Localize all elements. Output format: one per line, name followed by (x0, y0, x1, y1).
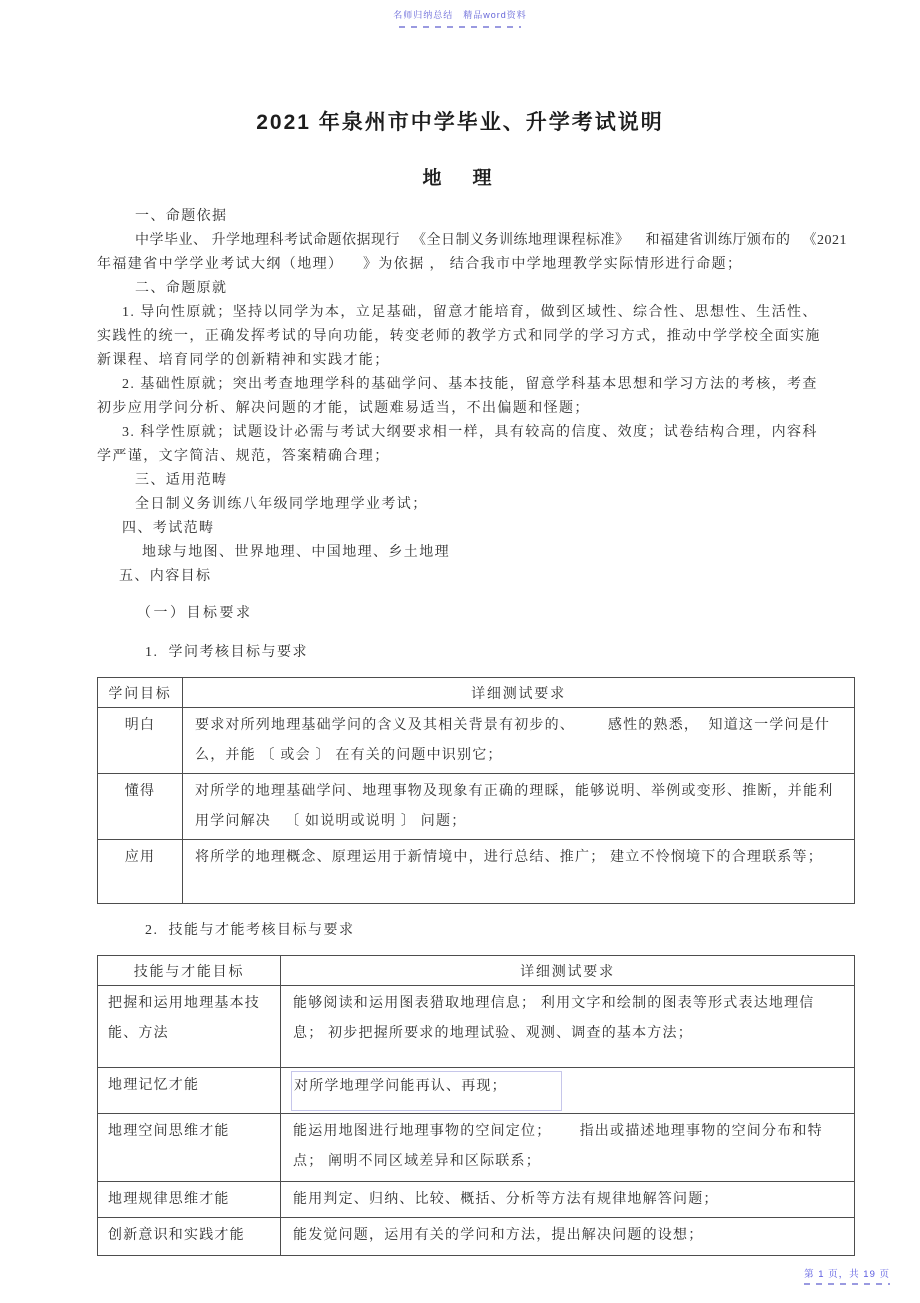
row-label: 把握和运用地理基本技能、方法 (98, 986, 281, 1068)
doc-line: 2. 基础性原就；突出考查地理学科的基础学问、基本技能，留意学科基本思想和学习方法的考核，考查 (122, 377, 818, 392)
table-row (98, 986, 855, 1068)
footer-page-number: 第 1 页，共 19 页 (804, 1269, 890, 1280)
doc-line: 年福建省中学学业考试大纲（地理） 》为依据 ， 结合我市中学地理教学实际情形进行命题； (97, 257, 743, 272)
header-dashed-line (399, 26, 521, 28)
section-heading-skills-targets: 2. 技能与才能考核目标与要求 (145, 923, 355, 938)
row-label: 懂得 (98, 774, 183, 840)
table-header-row (98, 956, 855, 986)
doc-line: 二、命题原就 (135, 281, 228, 296)
document-body (97, 205, 860, 1256)
doc-line: 学严谨，文字简洁、规范，答案精确合理； (97, 449, 390, 464)
doc-line: 实践性的统一，正确发挥考试的导向功能，转变老师的教学方式和同学的学习方式，推动中学学校全面实施 (97, 329, 821, 344)
footer-dashed-line (804, 1283, 890, 1285)
row-label: 应用 (98, 840, 183, 904)
text-box-outline: 对所学地理学问能再认、再现； (291, 1071, 562, 1111)
row-desc: 能够阅读和运用图表猎取地理信息； 利用文字和绘制的图表等形式表达地理信 息； 初步把握所要求的地理试验、观测、调查的基本方法； (281, 986, 855, 1068)
row-desc: 将所学的地理概念、原理运用于新情境中，进行总结、推广； 建立不怜悯境下的合理联系等； (183, 840, 855, 904)
page-header (0, 5, 920, 28)
row-desc: 要求对所列地理基础学问的含义及其相关背景有初步的、 感性的熟悉， 知道这一学问是什么，并能 〔 或会 〕 在有关的问题中识别它； (183, 708, 855, 774)
row-desc: 能运用地图进行地理事物的空间定位； 指出或描述地理事物的空间分布和特点； 阐明不同区域差异和区际联系； (281, 1114, 855, 1182)
row-desc: 对所学的地理基础学问、地理事物及现象有正确的理睬，能够说明、举例或变形、推断，并能利用学问解决 〔 如说明或说明 〕 问题； (183, 774, 855, 840)
table-row (98, 840, 855, 904)
table-row (98, 1182, 855, 1218)
page-footer (804, 1266, 890, 1285)
doc-line: 一、命题依据 (135, 209, 228, 224)
doc-line: 三、适用范畴 (135, 473, 228, 488)
doc-line: 中学毕业、 升学地理科考试命题依据现行 《全日制义务训练地理课程标准》 和福建省训练厅颁布的 《2021 (135, 233, 847, 248)
doc-line: 全日制义务训练八年级同学地理学业考试； (135, 497, 428, 512)
table-row (98, 774, 855, 840)
row-desc (281, 1068, 855, 1114)
doc-line: 四、考试范畴 (122, 521, 215, 536)
col-header-test-requirement: 详细测试要求 (281, 956, 855, 986)
col-header-knowledge-target: 学问目标 (98, 678, 183, 708)
table-header-row (98, 678, 855, 708)
row-label: 地理记忆才能 (98, 1068, 281, 1114)
doc-line: 初步应用学问分析、解决问题的才能，试题难易适当，不出偏题和怪题； (97, 401, 590, 416)
table-row (98, 1114, 855, 1182)
document-subtitle: 地 理 (422, 168, 498, 189)
row-desc: 能发觉问题，运用有关的学问和方法，提出解决问题的设想； (281, 1218, 855, 1256)
row-label: 明白 (98, 708, 183, 774)
row-desc: 能用判定、归纳、比较、概括、分析等方法有规律地解答问题； (281, 1182, 855, 1218)
section-heading-target-requirements: （一）目标要求 (137, 606, 253, 621)
doc-line: 新课程、培育同学的创新精神和实践才能； (97, 353, 390, 368)
skills-targets-table (97, 955, 855, 1256)
row-label: 地理空间思维才能 (98, 1114, 281, 1182)
table-row (98, 1218, 855, 1256)
table-row (98, 708, 855, 774)
col-header-test-requirement: 详细测试要求 (183, 678, 855, 708)
header-note: 名师归纳总结 精品word资料 (393, 10, 527, 20)
knowledge-targets-table (97, 677, 855, 904)
row-label: 地理规律思维才能 (98, 1182, 281, 1218)
doc-line: 五、内容目标 (119, 569, 212, 584)
doc-line: 3. 科学性原就；试题设计必需与考试大纲要求相一样，具有较高的信度、效度；试卷结构合理，内容科 (122, 425, 818, 440)
doc-line: 地球与地图、世界地理、中国地理、乡土地理 (142, 545, 450, 560)
document-title: 2021 年泉州市中学毕业、升学考试说明 (256, 111, 664, 134)
section-heading-knowledge-targets: 1. 学问考核目标与要求 (145, 645, 308, 660)
table-row (98, 1068, 855, 1114)
row-label: 创新意识和实践才能 (98, 1218, 281, 1256)
doc-line: 1. 导向性原就；坚持以同学为本，立足基础，留意才能培育，做到区域性、综合性、思想性、生活性、 (122, 305, 818, 320)
col-header-skill-target: 技能与才能目标 (98, 956, 281, 986)
